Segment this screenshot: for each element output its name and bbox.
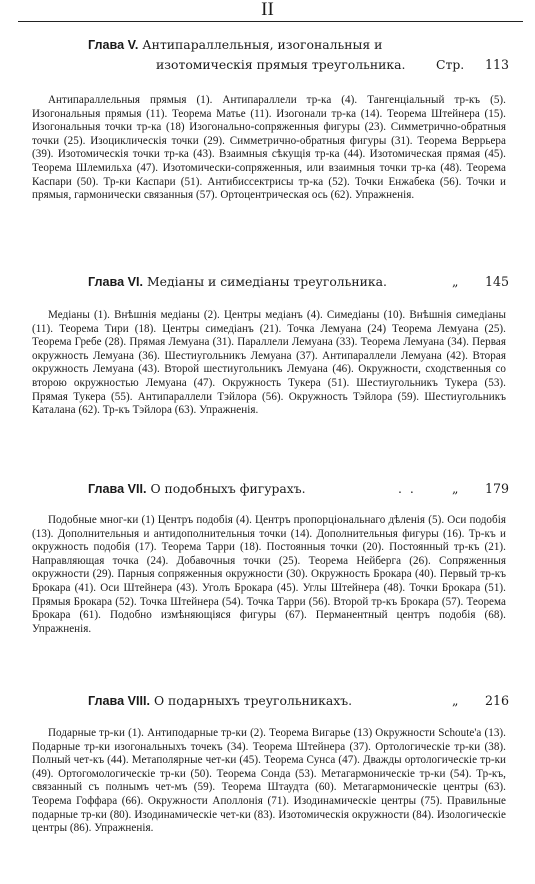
chapter-title-line2: изотомическія прямыя треугольника. <box>156 57 406 72</box>
chapter-heading-vii <box>0 479 535 499</box>
chapter-page-number: 145 <box>484 274 509 289</box>
chapter-label: Глава V. <box>88 38 139 52</box>
chapter-title-line1 <box>88 479 306 499</box>
chapter-label: Глава VII. <box>88 482 147 496</box>
chapter-title-line1 <box>88 691 352 711</box>
header-rule <box>18 21 523 22</box>
page-prefix: „ <box>452 274 459 289</box>
page-prefix: „ <box>452 693 459 708</box>
chapter-title-line1 <box>88 272 387 292</box>
chapter-label: Глава VI. <box>88 275 143 289</box>
chapter-title: О подобныхъ фигурахъ. <box>150 481 306 496</box>
chapter-title: О подарныхъ треугольникахъ. <box>153 693 353 708</box>
page-prefix: Стр. <box>436 57 465 72</box>
chapter-title-line1 <box>88 35 382 55</box>
chapter-page-number: 179 <box>484 481 509 496</box>
chapter-heading-v <box>0 35 535 77</box>
chapter-label: Глава VIII. <box>88 694 150 708</box>
page-number: II <box>261 0 274 20</box>
chapter-contents-vii: Подобные мног-ки (1) Центръ подобія (4). Центръ пропорціональнаго дѣленія (5). Оси подобія (13). Дополнительныя и антидополнительныя точки (14). Дополнительныя фигуры (16). Тр-къ и окружность подобія (17). Теорема Тарри (18). Постоянныя точки (20). Постоянный тр-къ (21). Направляющая точка (24). Добавочныя точки (25). Теорема Нейберга (26). Сопряженныя окружности (29). Парныя сопряженныя окружности (30). Окружность Брокара (40). Первый тр-къ Брокара (41). Оси Штейнера (43). Уголъ Брокара (45). Углы Штейнера (48). Точки Брокара (51). Прямыя Брокара (52). Точка Штейнера (54). Точка Тарри (56). Второй тр-къ Брокара (57). Теорема Брокара (61). Подобно измѣняющіяся фигуры (67). Перманентный центръ подобія (68). Упражненія. <box>32 514 506 635</box>
dot-leader: . . <box>398 481 416 496</box>
chapter-page-number: 113 <box>484 57 509 72</box>
chapter-contents-v: Антипараллельныя прямыя (1). Антипараллели тр-ка (4). Тангенціальный тр-къ (5). Изогональныя прямыя (11). Теорема Матье (11). Изогонали тр-ка (14). Теорема Штейнера (15). Изогональныя точки тр-ка (18) Изогонально-сопряженныя фигуры (23). Симметрично-обратныя точки (25). Изоциклическія точки (29). Симметрично-обратныя фигуры (31). Теорема Веррьера (39). Изотомическія точки тр-ка (43). Взаимныя сѣкущія тр-ка (44). Изотомическая прямая (45). Теорема Шлемильха (47). Изотомически-сопряженныя, или взаимныя точки тр-ка (48). Теорема Каспари (50). Тр-ки Каспари (51). Антибиссектрисы тр-ка (52). Точки Енжабека (56). Точки и прямыя, гармонически связанныя (57). Ортоцентрическая ось (62). Упражненія. <box>32 94 506 202</box>
chapter-page-number: 216 <box>484 693 509 708</box>
chapter-contents-viii: Подарные тр-ки (1). Антиподарные тр-ки (2). Теорема Вигарье (13) Окружности Schoute'a (13). Подарные тр-ки изогональныхъ точекъ (34). Теорема Штейнера (37). Ортологическіе тр-ки (38). Полный чет-къ (44). Метаполярные чет-ки (45). Теорема Сунса (47). Дважды ортологическіе тр-ки (49). Ортогомологическіе тр-ки (50). Теорема Сонда (53). Метагармоническіе тр-ки (54). Тр-къ, связанный съ полнымъ чет-мъ (59). Теорема Штаудта (60). Метагармоническіе центры (63). Теорема Гоффара (66). Окружности Аполлонія (71). Изодинамическіе центры (75). Правильные подарные тр-ки (80). Изодинамическіе чет-ки (83). Изотомическія окружности (84). Изологическіе центры (86). Упражненія. <box>32 727 506 835</box>
chapter-title: Медіаны и симедіаны треугольника. <box>146 274 387 289</box>
page-prefix: „ <box>452 481 459 496</box>
chapter-contents-vi: Медіаны (1). Внѣшнія медіаны (2). Центры медіанъ (4). Симедіаны (10). Внѣшнія симедіаны (11). Теорема Тири (18). Центры симедіанъ (21). Точка Лемуана (24) Теорема Лемуана (25). Теорема Гребе (28). Прямая Лемуана (31). Параллели Лемуана (33). Теорема Лемуана (34). Первая окружность Лемуана (36). Шестиугольникъ Лемуана (37). Антипараллели Лемуана (42). Вторая окружность Лемуана (43). Второй шестиугольникъ Лемуана (46). Окружности, сходственныя со второю окружностью Лемуана (47). Окружность Тукера (51). Шестиугольникъ Тукера (53). Прямая Тукера (55). Антипараллели Тэйлора (56). Окружность Тэйлора (59). Шестиугольникъ Каталана (62). Тр-къ Тэйлора (63). Упражненія. <box>32 309 506 417</box>
chapter-title: Антипараллельныя, изогональныя и <box>142 37 383 52</box>
chapter-heading-viii <box>0 691 535 711</box>
chapter-heading-vi <box>0 272 535 292</box>
